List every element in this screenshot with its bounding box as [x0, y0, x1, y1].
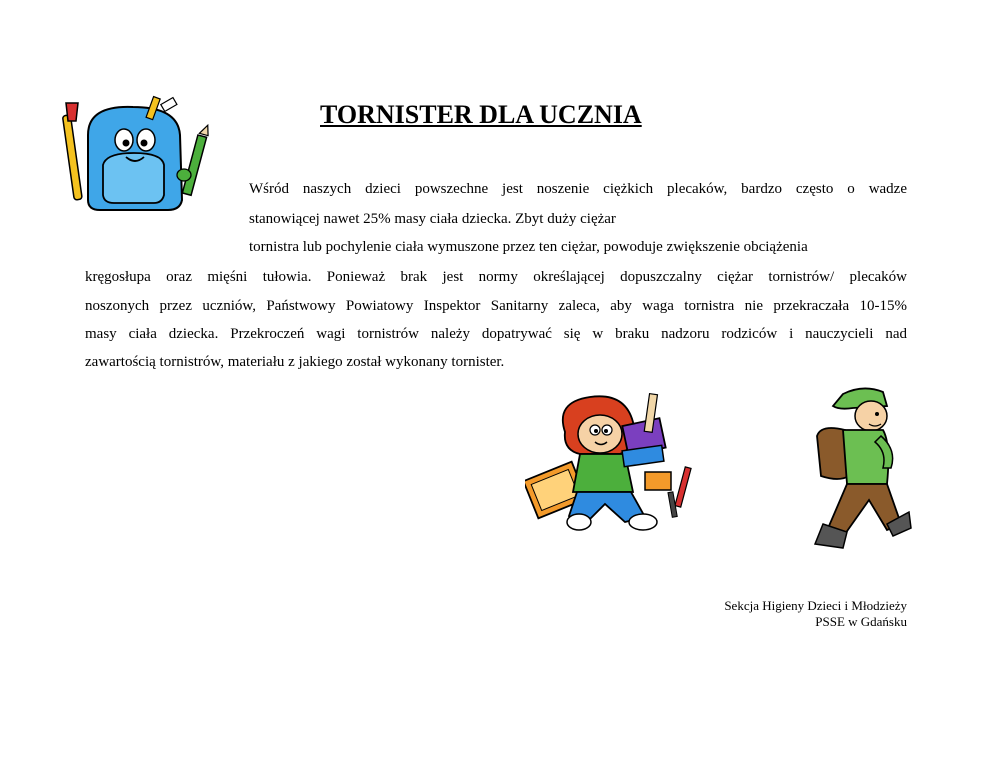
body-line-4: kręgosłupa oraz mięśni tułowia. Ponieważ brak jest normy określającej dopuszczalny ciężar tornistrów/ plecaków — [85, 269, 907, 285]
body-line-1: Wśród naszych dzieci powszechne jest noszenie ciężkich plecaków, bardzo często o wadze — [249, 181, 907, 197]
footer-signature — [724, 598, 907, 630]
child-with-books-illustration — [525, 392, 705, 537]
body-line-2: stanowiącej nawet 25% masy ciała dziecka. Zbyt duży ciężar — [249, 211, 616, 227]
footer-line-1: Sekcja Higieny Dzieci i Młodzieży — [724, 598, 907, 613]
body-line-7: zawartością tornistrów, materiału z jakiego został wykonany tornister. — [85, 354, 505, 370]
body-line-6: masy ciała dziecka. Przekroczeń wagi tornistrów należy dopatrywać się w braku nadzoru rodziców i nauczycieli nad — [85, 326, 907, 342]
body-line-5: noszonych przez uczniów, Państwowy Powiatowy Inspektor Sanitarny zaleca, aby waga tornistra nie przekraczała 10-15% — [85, 298, 907, 314]
page-title: TORNISTER DLA UCZNIA — [320, 100, 642, 129]
body-line-3: tornistra lub pochylenie ciała wymuszone przez ten ciężar, powoduje zwiększenie obciążenia — [249, 239, 808, 255]
walking-boy-illustration — [783, 384, 913, 556]
footer-line-2: PSSE w Gdańsku — [815, 614, 907, 629]
backpack-illustration — [58, 95, 218, 215]
